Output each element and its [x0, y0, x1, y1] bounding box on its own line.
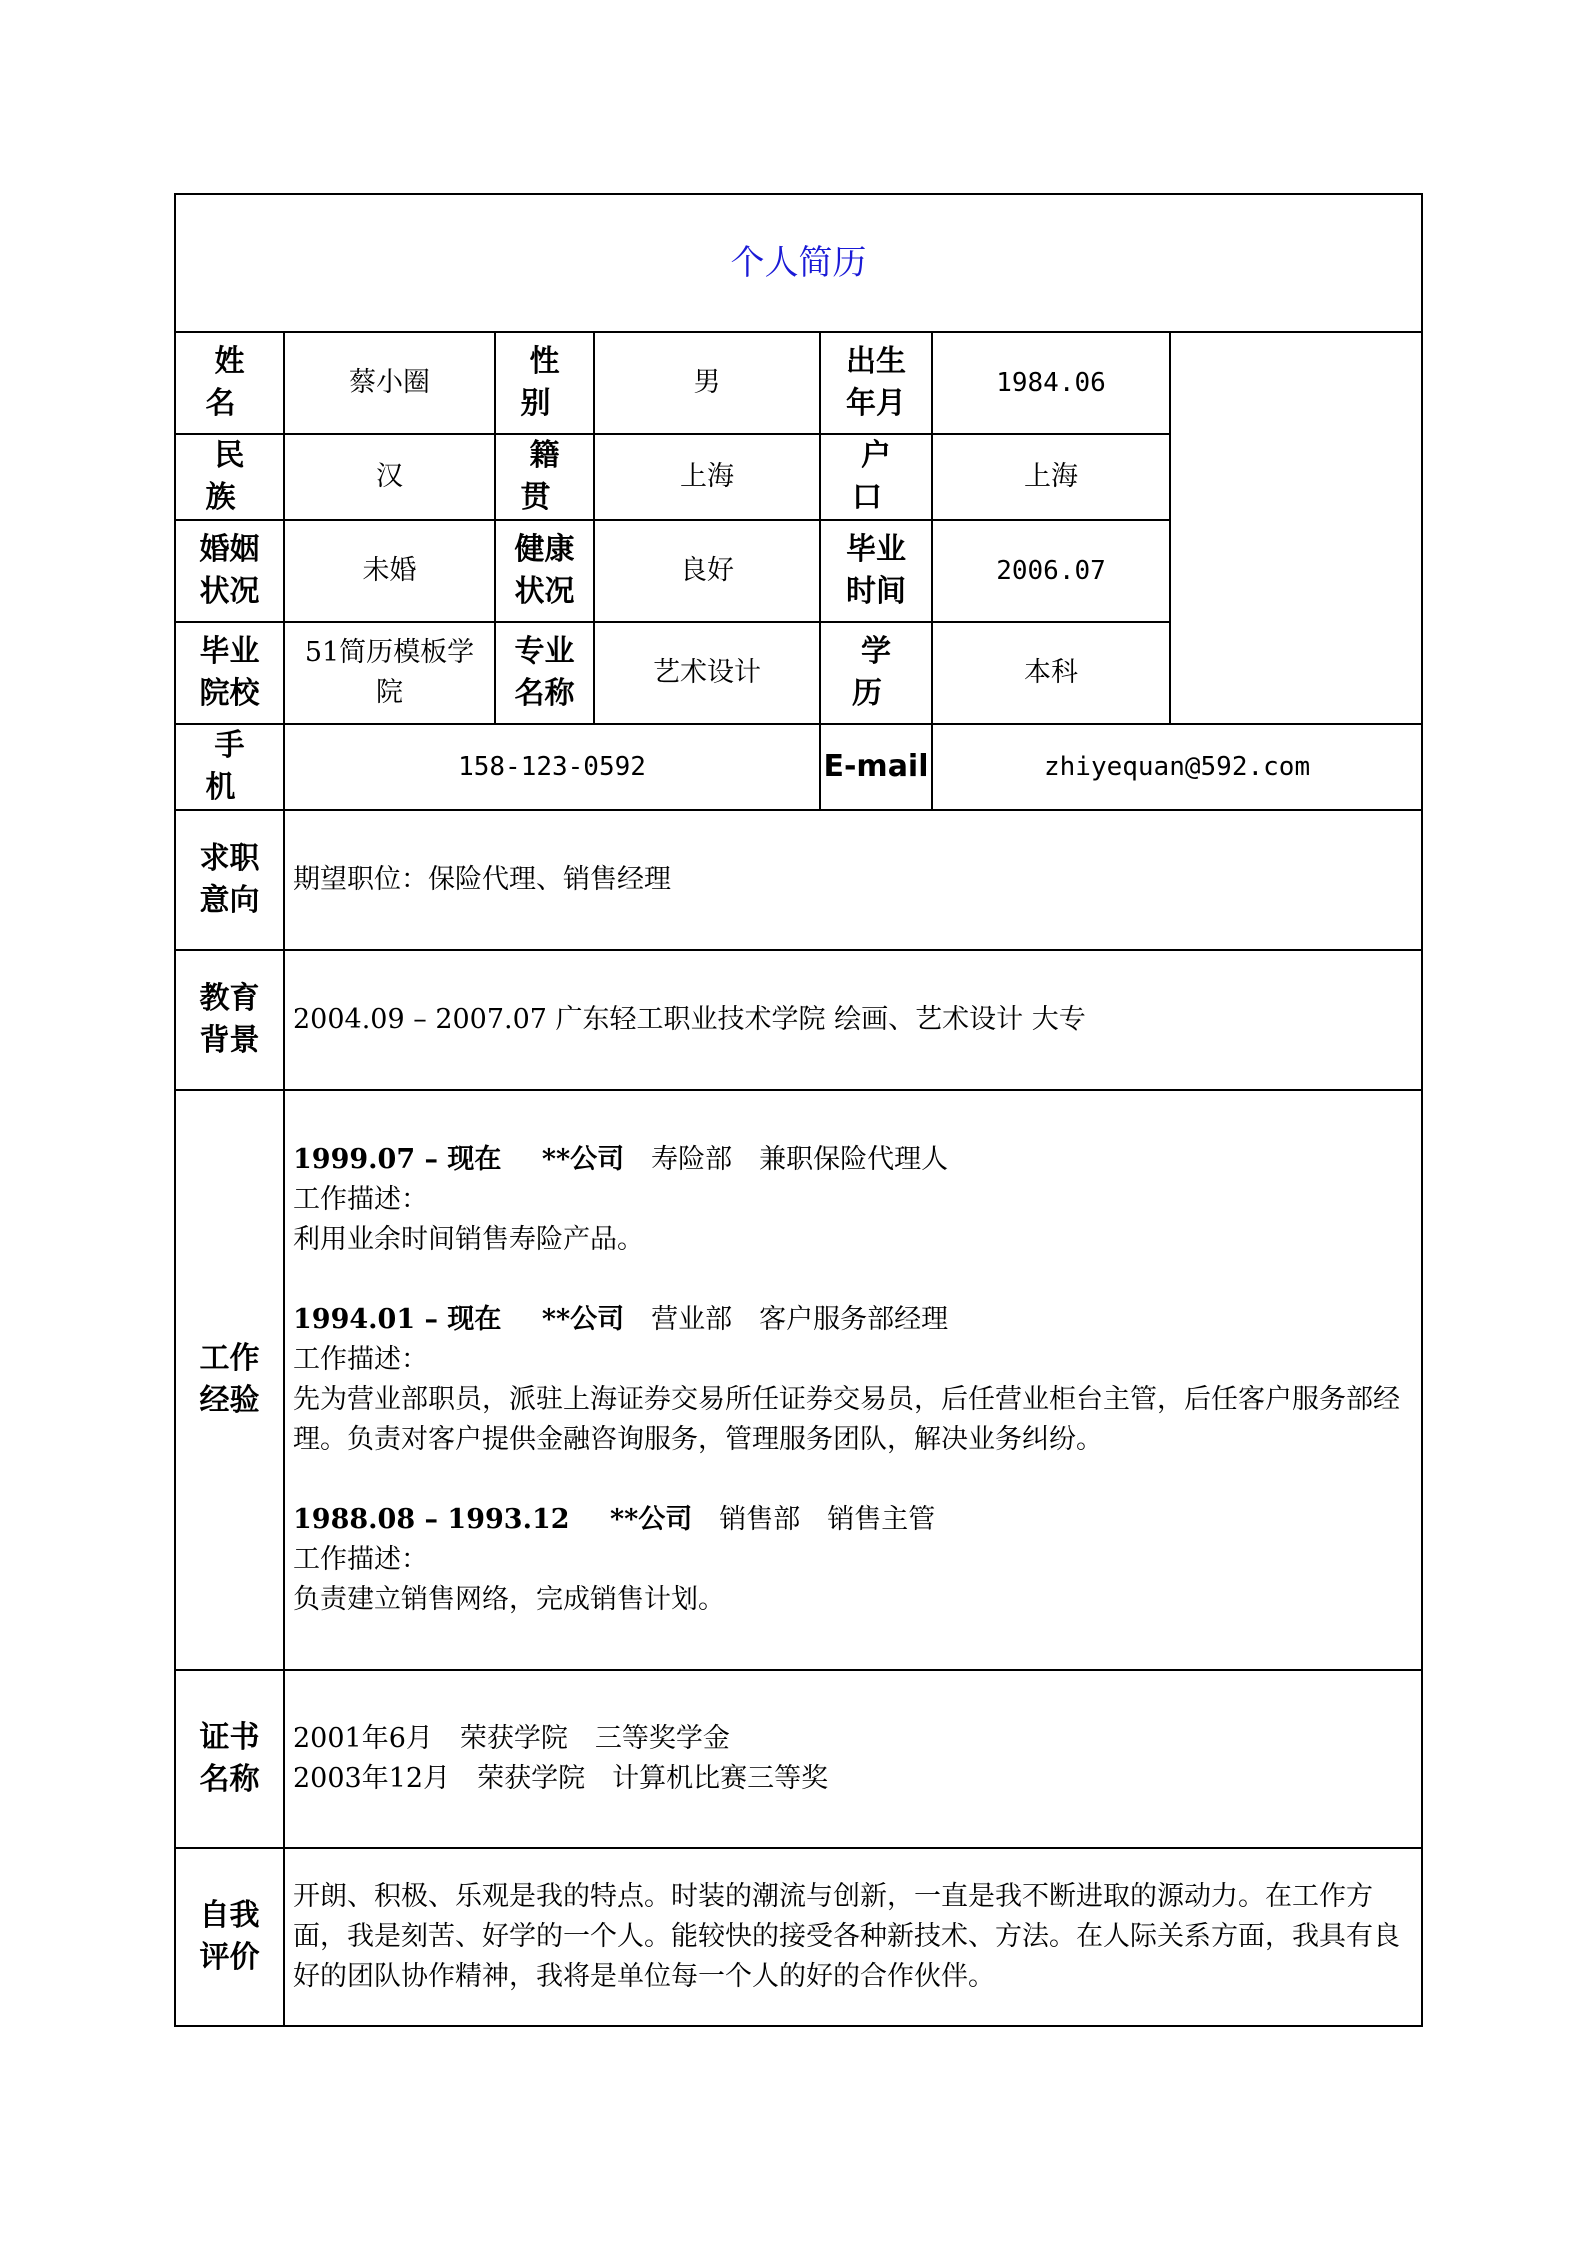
- certificate-item: 2003年12月 荣获学院 计算机比赛三等奖: [293, 1763, 829, 1794]
- label-email: E-mail: [820, 724, 932, 810]
- label-major-line2: 名称: [514, 676, 575, 711]
- label-major-line1: 专业: [514, 634, 575, 669]
- value-email: zhiyequan@592.com: [932, 724, 1422, 810]
- value-hukou: 上海: [932, 434, 1170, 520]
- value-major: 艺术设计: [594, 622, 820, 724]
- job-period: 1988.08 – 1993.12: [293, 1504, 570, 1535]
- page-title: 个人简历: [175, 194, 1422, 332]
- value-degree: 本科: [932, 622, 1170, 724]
- job-desc-label: 工作描述：: [293, 1184, 428, 1215]
- label-certificates-line1: 证书: [199, 1720, 260, 1755]
- label-marital: [175, 520, 284, 622]
- label-experience: [175, 1090, 284, 1670]
- job-desc: 利用业余时间销售寿险产品。: [293, 1224, 644, 1255]
- job-dept: 营业部: [651, 1304, 733, 1335]
- job-dept: 寿险部: [651, 1144, 733, 1175]
- label-school-line1: 毕业: [199, 634, 260, 669]
- label-objective: [175, 810, 284, 950]
- label-objective-line2: 意向: [199, 883, 260, 918]
- value-health: 良好: [594, 520, 820, 622]
- label-self-eval-line1: 自我: [199, 1898, 260, 1933]
- value-gender: 男: [594, 332, 820, 434]
- objective-content: 期望职位：保险代理、销售经理: [284, 810, 1422, 950]
- label-birth-line1: 出生: [846, 344, 906, 379]
- value-marital: 未婚: [284, 520, 495, 622]
- label-experience-line1: 工作: [199, 1341, 260, 1376]
- value-birth: 1984.06: [932, 332, 1170, 434]
- job-entry: [293, 1300, 1413, 1460]
- label-self-eval: [175, 1848, 284, 2026]
- label-school-line2: 院校: [199, 676, 260, 711]
- job-company: **公司: [541, 1304, 625, 1335]
- value-name: 蔡小圈: [284, 332, 495, 434]
- job-desc: 先为营业部职员，派驻上海证券交易所任证券交易员，后任营业柜台主管，后任客户服务部经理。负责对客户提供金融咨询服务，管理服务团队，解决业务纠纷。: [293, 1384, 1400, 1455]
- label-experience-line2: 经验: [199, 1383, 260, 1418]
- certificate-item: 2001年6月 荣获学院 三等奖学金: [293, 1723, 730, 1754]
- job-period: 1994.01 – 现在: [293, 1304, 502, 1335]
- job-desc-label: 工作描述：: [293, 1544, 428, 1575]
- job-position: 销售主管: [827, 1504, 936, 1535]
- label-degree: 学历: [820, 622, 932, 724]
- experience-content: [284, 1090, 1422, 1670]
- job-period: 1999.07 – 现在: [293, 1144, 502, 1175]
- label-ethnicity: 民族: [175, 434, 284, 520]
- self-eval-content: 开朗、积极、乐观是我的特点。时装的潮流与创新，一直是我不断进取的源动力。在工作方面，我是刻苦、好学的一个人。能较快的接受各种新技术、方法。在人际关系方面，我具有良好的团队协作精神，我将是单位每一个人的好的合作伙伴。: [284, 1848, 1422, 2026]
- label-birth: [820, 332, 932, 434]
- certificates-content: [284, 1670, 1422, 1848]
- label-phone: 手机: [175, 724, 284, 810]
- job-position: 客户服务部经理: [759, 1304, 949, 1335]
- label-grad-time-line2: 时间: [846, 574, 906, 609]
- label-objective-line1: 求职: [199, 841, 260, 876]
- job-desc-label: 工作描述：: [293, 1344, 428, 1375]
- label-education-line1: 教育: [199, 981, 260, 1016]
- label-self-eval-line2: 评价: [199, 1940, 260, 1975]
- label-major: [495, 622, 594, 724]
- value-ethnicity: 汉: [284, 434, 495, 520]
- label-name: 姓名: [175, 332, 284, 434]
- label-health-line1: 健康: [514, 532, 575, 567]
- label-gender: 性别: [495, 332, 594, 434]
- label-native-place: 籍贯: [495, 434, 594, 520]
- job-header: [293, 1140, 1413, 1180]
- job-dept: 销售部: [719, 1504, 801, 1535]
- label-marital-line2: 状况: [199, 574, 260, 609]
- job-header: [293, 1500, 1413, 1540]
- job-entry: [293, 1140, 1413, 1260]
- job-entry: [293, 1500, 1413, 1620]
- job-desc: 负责建立销售网络，完成销售计划。: [293, 1584, 725, 1615]
- education-content: 2004.09 – 2007.07 广东轻工职业技术学院 绘画、艺术设计 大专: [284, 950, 1422, 1090]
- photo-area: [1170, 332, 1422, 724]
- value-phone: 158-123-0592: [284, 724, 820, 810]
- resume-table: [174, 193, 1423, 2027]
- label-certificates-line2: 名称: [199, 1762, 260, 1797]
- job-header: [293, 1300, 1413, 1340]
- value-school: 51简历模板学院: [284, 622, 495, 724]
- label-certificates: [175, 1670, 284, 1848]
- label-grad-time-line1: 毕业: [846, 532, 906, 567]
- value-grad-time: 2006.07: [932, 520, 1170, 622]
- job-company: **公司: [610, 1504, 693, 1535]
- label-health: [495, 520, 594, 622]
- label-grad-time: [820, 520, 932, 622]
- job-position: 兼职保险代理人: [759, 1144, 949, 1175]
- label-school: [175, 622, 284, 724]
- value-native-place: 上海: [594, 434, 820, 520]
- label-hukou: 户口: [820, 434, 932, 520]
- label-education-line2: 背景: [199, 1023, 260, 1058]
- label-health-line2: 状况: [514, 574, 575, 609]
- label-birth-line2: 年月: [846, 386, 906, 421]
- label-education: [175, 950, 284, 1090]
- label-marital-line1: 婚姻: [199, 532, 260, 567]
- job-company: **公司: [541, 1144, 625, 1175]
